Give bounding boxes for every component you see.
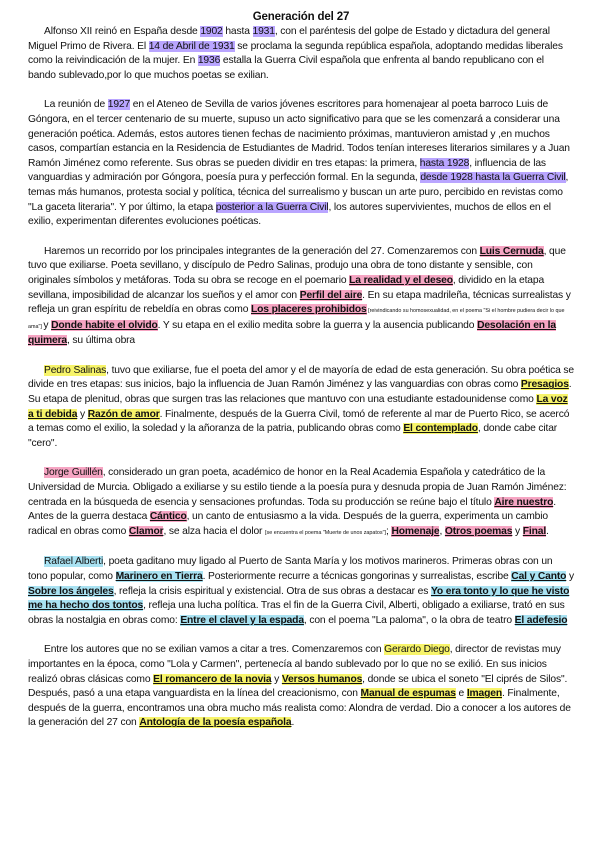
paragraph-salinas: Pedro Salinas, tuvo que exiliarse, fue el poeta del amor y el de mayoría de edad de esta generación. Su obra poética se divide en tres etapas: sus inicios, bajo la influencia de Juan Ramón Jiménez y las vanguardias con obras como Presagios. Su etapa de plenitud, obras que surgen tras las relaciones que mantuvo con una estudiante estadounidense como La voz a ti debida y Razón de amor. Finalmente, después de la Guerra Civil, tomó de referente al mar de Puerto Rico, se acercó a temas como el exilio, la soledad y la añoranza de la patria, publicando obras como El contemplado, donde cabe citar "cero". <box>28 364 574 449</box>
work-title: Homenaje <box>391 525 440 537</box>
work-title: Sobre los ángeles <box>28 585 114 597</box>
highlight-stage: desde 1928 hasta la Guerra Civil <box>420 172 566 184</box>
highlight-year: 1927 <box>107 99 131 111</box>
highlight-year: 1931 <box>252 26 275 37</box>
work-title: Donde habite el olvido <box>51 319 158 331</box>
paragraph-guillen: Jorge Guillén, considerado un gran poeta, académico de honor en la Real Academia Española y catedrático de la Universidad de Murcia. Obligado a exiliarse y su estilo tiende a la poesía pura y desnuda propia de Juan Ramón Jiménez: centrada en la búsqueda de esencia y sensaciones profundas. Toda su producción se reúne bajo el título Aire nuestro. Antes de la guerra destaca Cántico, un canto de entusiasmo a la vida. Después de la guerra, experimenta un cambio radical en obras como Clamor, se alza hacia el dolor [se encuentra el poema "Muerte de unos zapatos"]; Homenaje, Otros poemas y Final. <box>28 467 567 537</box>
paragraph-generation: La reunión de 1927 en el Ateneo de Sevilla de varios jóvenes escritores para homenajear al poeta barroco Luis de Góngora, en el tercer centenario de su muerte, supuso un acto significativo para que se les comenzará a considerar una generación poética. Además, estos autores tienen fechas de nacimiento próximas, mantuvieron amistad y ,en muchos casos, compartían estancia en la Residencia de Estudiantes de Madrid. Todos tenían intereses literarios similares y a Juan Ramón Jiménez como referente. Sus obras se pueden dividir en tres etapas: la primera, hasta 1928, influencia de las vanguardias y admiración por Góngora, poesía pura y perfección formal. En la segunda, desde 1928 hasta la Guerra Civil, temas más humanos, protesta social y política, técnica del surrealismo y buscan un arte puro, percibido en revistas como "La gaceta literaria". Y por último, la etapa posterior a la Guerra Civil, los autores supervivientes, muchos de ellos en el exilio, experimentan diferentes evoluciones poéticas. <box>28 99 570 228</box>
work-title: Final <box>522 525 547 537</box>
highlight-stage: hasta 1928 <box>419 157 470 169</box>
work-title: Los placeres prohibidos <box>251 304 367 316</box>
work-title: La voz a ti debida <box>28 394 568 420</box>
work-title: Imagen <box>466 688 502 700</box>
paragraph-diego: Entre los autores que no se exilian vamos a citar a tres. Comenzaremos con Gerardo Diego, director de revistas muy importantes en la época, como "Lola y Carmen", pertenecía al bando sublevado por lo que no se exilió. En sus inicios realizó obras clásicas como El romancero de la novia y Versos humanos, donde se ubica el soneto "El ciprés de Silos". Después, pasó a una etapa vanguardista en la línea del creacionismo, con Manual de espumas e Imagen. Finalmente, después de la guerra, encontramos una obra mucho más realista como: Alondra de verdad. Dio a conocer a los autores de la generación del 27 con Antología de la poesía española. <box>28 644 571 729</box>
work-title: Perfil del aire <box>299 289 363 301</box>
work-title: Yo era tonto y lo que he visto me ha hecho dos tontos <box>28 585 570 612</box>
author-name: Rafael Alberti <box>44 556 104 568</box>
work-title: Presagios <box>520 379 569 391</box>
work-title: Marinero en Tierra <box>115 571 203 582</box>
footnote: [reivindicando su homosexualidad, en el poema "Si el hombre pudiera decir lo que ama"] <box>28 308 565 330</box>
author-name: Jorge Guillén <box>44 467 103 479</box>
work-title: Entre el clavel y la espada <box>180 614 304 626</box>
paragraph-historical-context: Alfonso XII reinó en España desde 1902 hasta 1931, con el paréntesis del golpe de Estado y dictadura del general Miguel Primo de Rivera. El 14 de Abril de 1931 se proclama la segunda república española, adoptando medidas liberales como la reivindicación de la mujer. En 1936 estalla la Guerra Civil española que enfrenta al bando republicano con el bando sublevado,por lo que muchos poetas se exilian. <box>28 26 563 81</box>
work-title: Desolación en la quimera <box>28 319 556 347</box>
work-title: Otros poemas <box>444 525 513 537</box>
highlight-date: 14 de Abril de 1931 <box>148 40 235 52</box>
paragraph-alberti: Rafael Alberti, poeta gaditano muy ligado al Puerto de Santa María y los motivos marineros. Primeras obras con un tono popular, como Marinero en Tierra. Posteriormente recurre a técnicas gongorinas y surrealistas, escribe Cal y Canto y Sobre los ángeles, refleja la crisis espiritual y existencial. Otra de sus obras a destacar es Yo era tonto y lo que he visto me ha hecho dos tontos, refleja una lucha política. Tras el fin de la Guerra Civil, Alberti, obligado a exiliarse, trató en sus obras la nostalgia en obras como: Entre el clavel y la espada, con el poema "La paloma", o la obra de teatro El adefesio <box>28 556 574 626</box>
work-title: Clamor <box>128 525 164 537</box>
author-name: Luis Cernuda <box>479 245 544 257</box>
work-title: El romancero de la novia <box>153 673 272 685</box>
work-title: Razón de amor <box>87 408 160 420</box>
work-title: Cal y Canto <box>511 571 567 582</box>
author-name: Pedro Salinas <box>44 364 107 376</box>
work-title: Versos humanos <box>281 673 363 685</box>
work-title: El adefesio <box>514 614 568 626</box>
work-title: Aire nuestro <box>494 496 554 508</box>
highlight-year: 1902 <box>200 26 223 37</box>
work-title: Cántico <box>149 511 187 523</box>
author-name: Gerardo Diego <box>384 644 450 656</box>
highlight-stage: posterior a la Guerra Civil <box>215 201 329 213</box>
page-title: Generación del 27 <box>252 11 350 23</box>
work-title: Manual de espumas <box>360 688 456 700</box>
highlight-year: 1936 <box>197 55 221 67</box>
work-title: Antología de la poesía española <box>139 717 292 729</box>
paragraph-cernuda: Haremos un recorrido por los principales integrantes de la generación del 27. Comenzaremos con Luis Cernuda, que tuvo que exiliarse. Poeta sevillano, y discípulo de Pedro Salinas, produjo una obra de tono distante y sensible, con originales símbolos y metáforas. Toda su obra se recoge en el poemario La realidad y el deseo, dividido en la etapa sevillana, imposibilidad de alcanzar los sueños y el amor con Perfil del aire. En su etapa madrileña, técnicas surrealistas y refleja un gran espíritu de rebeldía en obras como Los placeres prohibidos [reivindicando su homosexualidad, en el poema "Si el hombre pudiera decir lo que ama"] y Donde habite el olvido. Y su etapa en el exilio medita sobre la guerra y la ausencia publicando Desolación en la quimera, su última obra <box>28 245 571 347</box>
footnote: [se encuentra el poema "Muerte de unos zapatos"] <box>265 529 387 536</box>
work-title: El contemplado <box>403 423 478 435</box>
work-title: La realidad y el deseo <box>349 274 453 286</box>
